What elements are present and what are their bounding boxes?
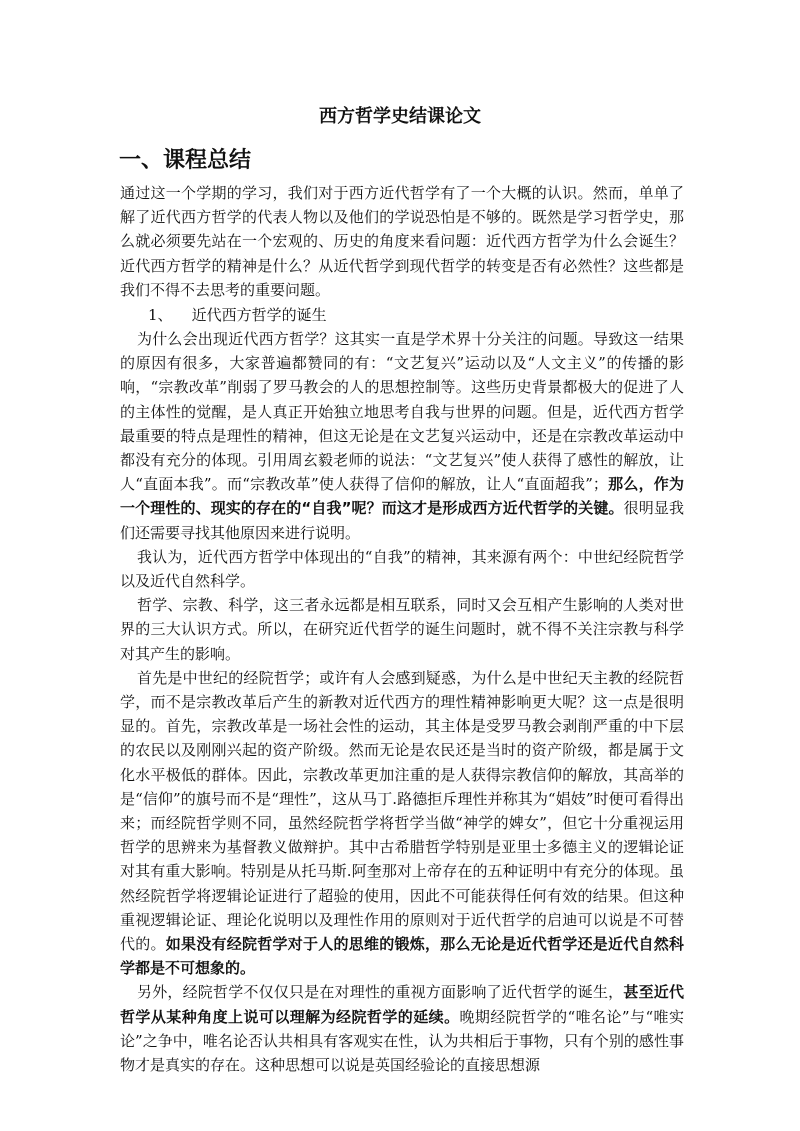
paragraph-5-emphasis: 甚至近代哲学从某种角度上说可以理解为经院哲学的延续。 — [120, 983, 684, 1026]
paragraph-1 — [120, 327, 684, 545]
paragraph-4-emphasis: 如果没有经院哲学对于人的思维的锻炼，那么无论是近代哲学还是近代自然科学都是不可想象的。 — [120, 935, 684, 978]
subsection-body — [120, 327, 684, 1077]
section-heading: 一、课程总结 — [119, 148, 252, 173]
paragraph-4 — [120, 666, 684, 981]
paragraph-2: 我认为，近代西方哲学中体现出的“自我”的精神，其来源有两个：中世纪经院哲学以及近代自然科学。 — [120, 547, 684, 591]
subsection-heading — [148, 303, 327, 327]
paragraph-5-tail: 晚期经院哲学的“唯名论”与“唯实论”之争中，唯名论否认共相具有客观实在性，认为共相后于事物，只有个别的感性事物才是真实的存在。这种思想可以说是英国经验论的直接思想源 — [120, 1007, 684, 1075]
paragraph-3: 哲学、宗教、科学，这三者永远都是相互联系，同时又会互相产生影响的人类对世界的三大认识方式。所以，在研究近代哲学的诞生问题时，就不得不关注宗教与科学对其产生的影响。 — [120, 596, 684, 663]
paragraph-5-text: 另外，经院哲学不仅仅只是在对理性的重视方面影响了近代哲学的诞生， — [137, 983, 624, 1002]
paragraph-1-text: 为什么会出现近代西方哲学？这其实一直是学术界十分关注的问题。导致这一结果的原因有很多，大家普遍都赞同的有：“文艺复兴”运动以及“人文主义”的传播的影响，“宗教改革”削弱了罗马教会的人的思想控制等。这些历史背景都极大的促进了人的主体性的觉醒，是人真正开始独立地思考自我与世界的问题。但是，近代西方哲学最重要的特点是理性的精神，但这无论是在文艺复兴运动中，还是在宗教改革运动中都没有充分的体现。引用周玄毅老师的说法：“文艺复兴”使人获得了感性的解放，让人“直面本我”。而“宗教改革”使人获得了信仰的解放，让人“直面超我”； — [120, 330, 684, 494]
paragraph-1-emphasis: 那么，作为一个理性的、现实的存在的“自我”呢？而这才是形成西方近代哲学的关键。 — [120, 475, 684, 518]
document-title: 西方哲学史结课论文 — [319, 106, 481, 127]
intro-paragraph: 通过这一个学期的学习，我们对于西方近代哲学有了一个大概的认识。然而，单单了解了近代西方哲学的代表人物以及他们的学说恐怕是不够的。既然是学习哲学史，那么就必须要先站在一个宏观的、历史的角度来看问题：近代西方哲学为什么会诞生？近代西方哲学的精神是什么？从近代哲学到现代哲学的转变是否有必然性？这些都是我们不得不去思考的重要问题。 — [120, 184, 684, 299]
paragraph-5 — [120, 980, 684, 1077]
paragraph-4-text: 首先是中世纪的经院哲学；或许有人会感到疑惑，为什么是中世纪天主教的经院哲学，而不是宗教改革后产生的新教对近代西方的理性精神影响更大呢？这一点是很明显的。首先，宗教改革是一场社会性的运动，其主体是受罗马教会剥削严重的中下层的农民以及刚刚兴起的资产阶级。然而无论是农民还是当时的资产阶级，都是属于文化水平极低的群体。因此，宗教改革更加注重的是人获得宗教信仰的解放，其高举的是“信仰”的旗号而不是“理性”，这从马丁.路德拒斥理性并称其为“娼妓”时便可看得出来；而经院哲学则不同，虽然经院哲学将哲学当做“神学的婢女”，但它十分重视运用哲学的思辨来为基督教义做辩护。其中古希腊哲学特别是亚里士多德主义的逻辑论证对其有重大影响。特别是从托马斯.阿奎那对上帝存在的五种证明中有充分的体现。虽然经院哲学将逻辑论证进行了超验的使用，因此不可能获得任何有效的结果。但这种重视逻辑论证、理论化说明以及理性作用的原则对于近代哲学的启迪可以说是不可替代的。 — [120, 668, 684, 954]
subsection-number: 1、 — [148, 306, 173, 324]
paragraph-1-tail: 很明显我们还需要寻找其他原因来进行说明。 — [120, 499, 684, 542]
subsection-title: 近代西方哲学的诞生 — [191, 306, 327, 324]
